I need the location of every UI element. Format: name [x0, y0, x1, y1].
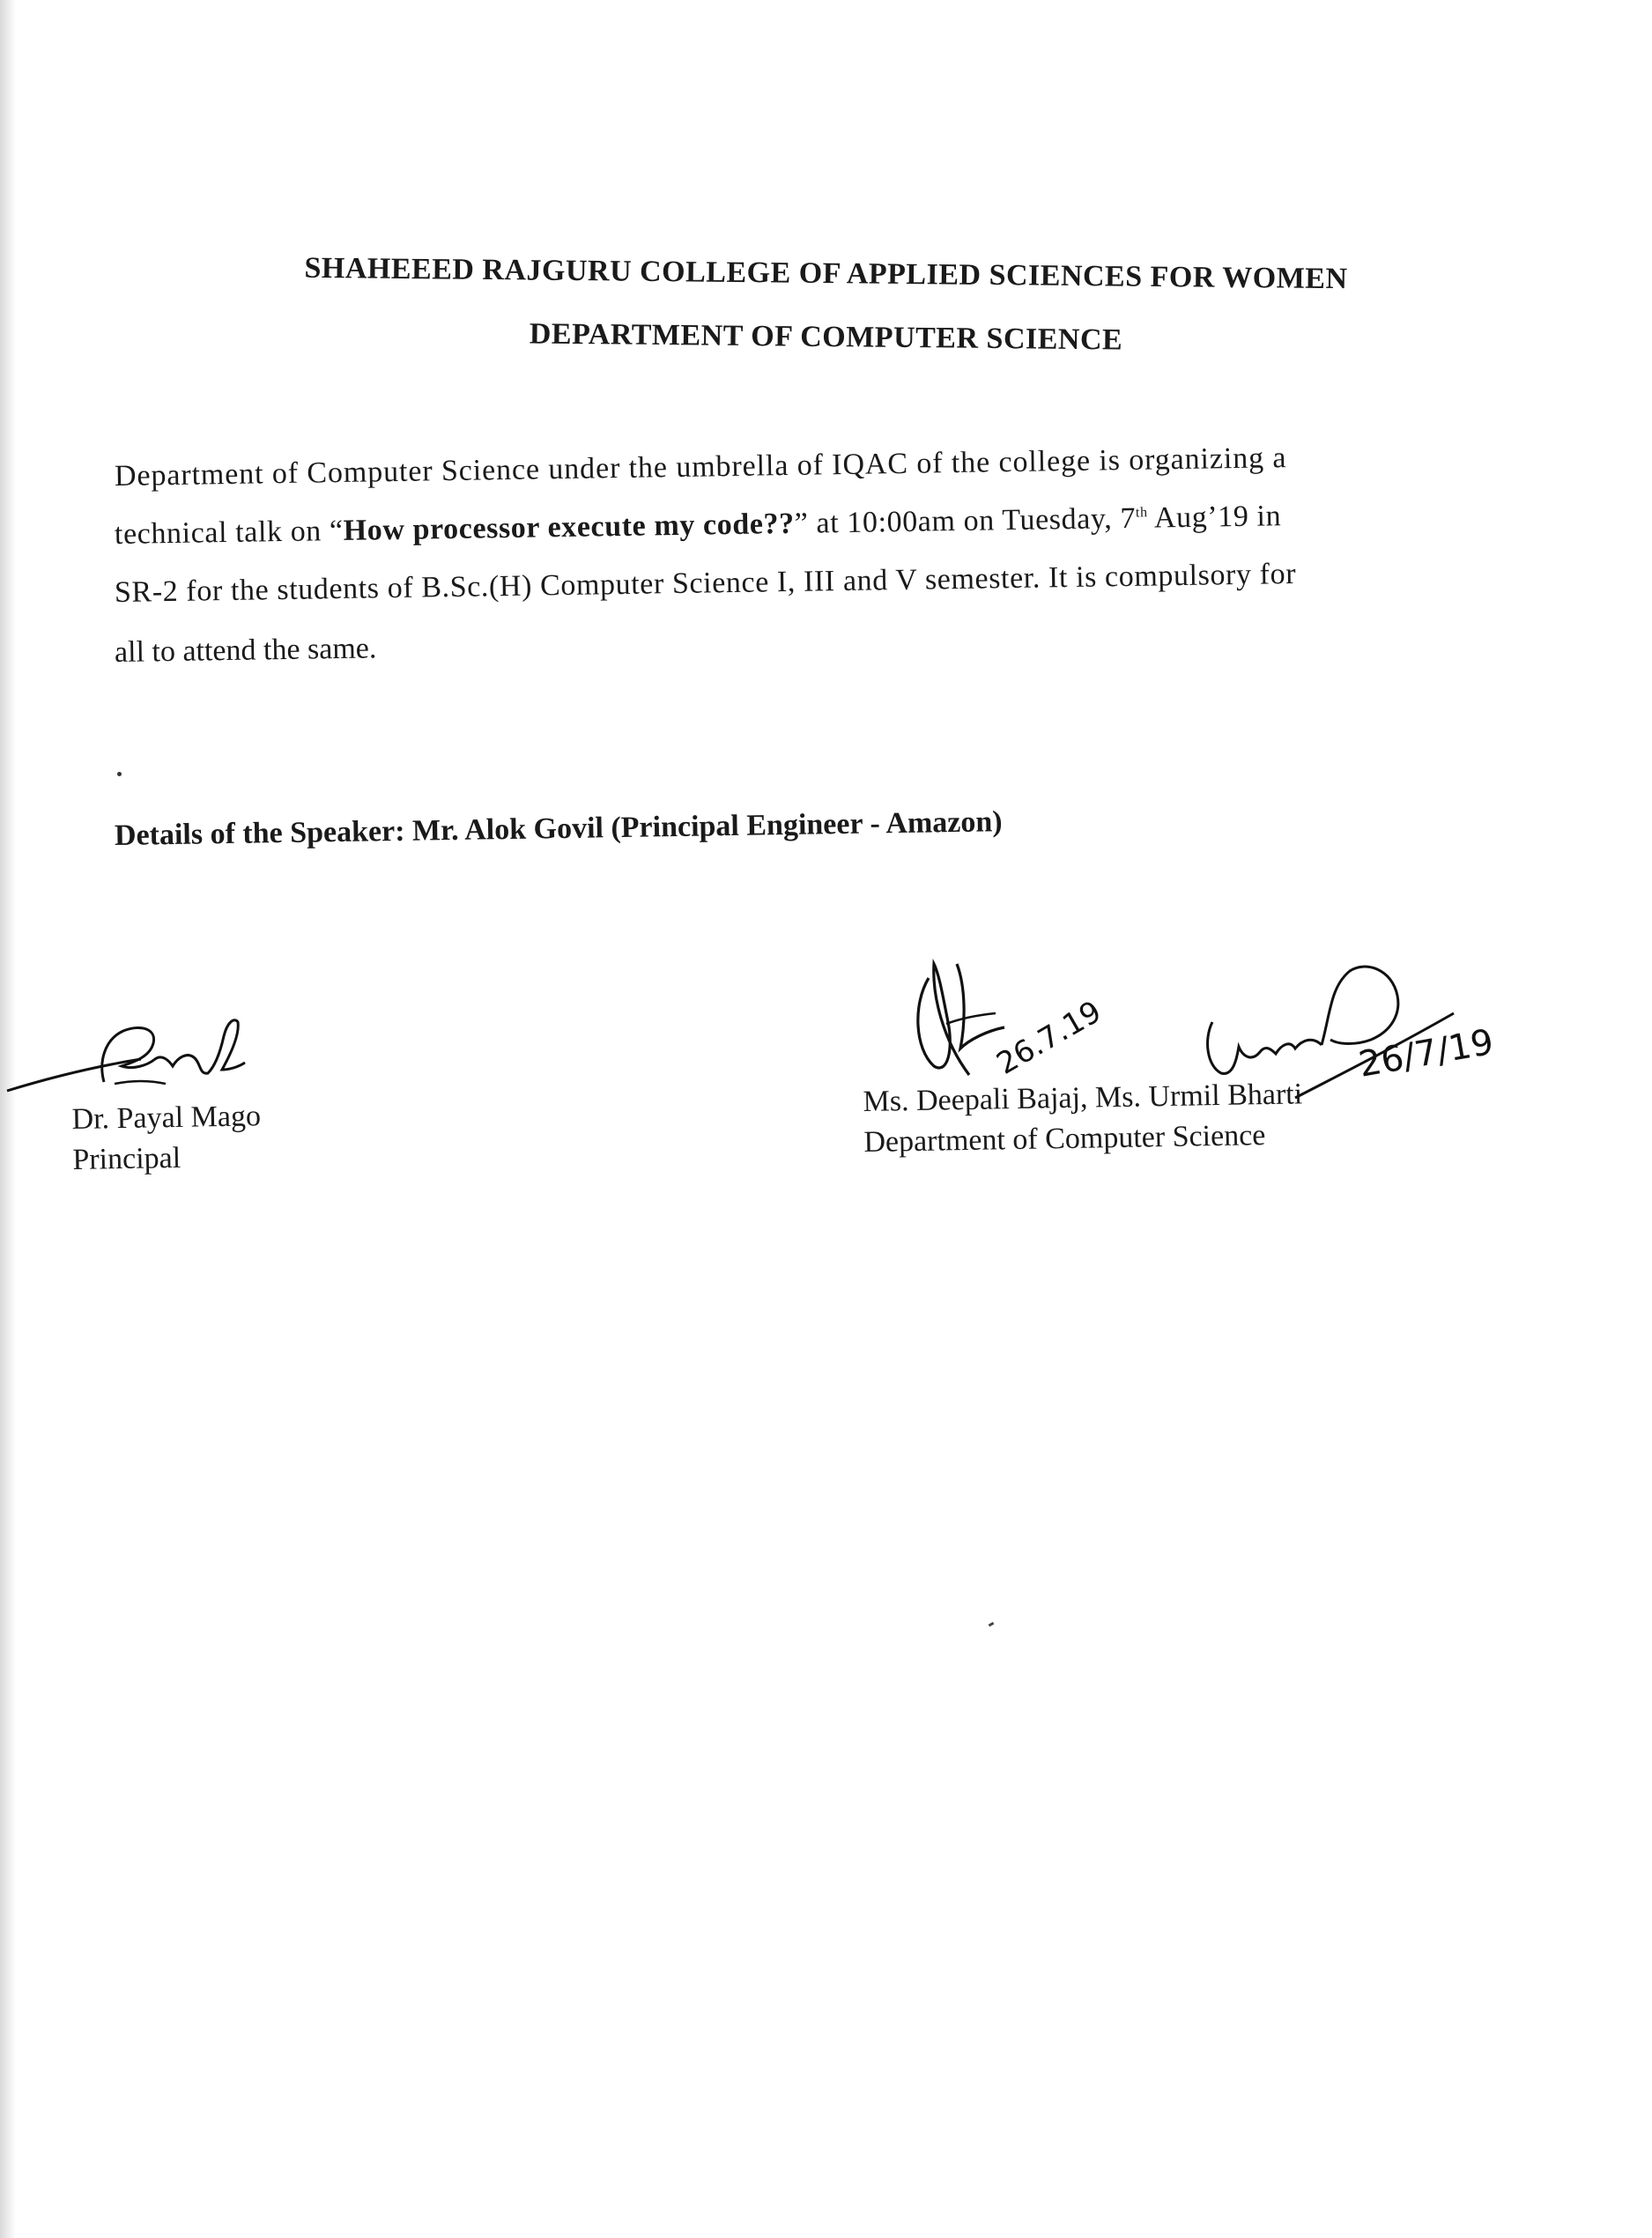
department-heading: DEPARTMENT OF COMPUTER SCIENCE: [529, 317, 1123, 357]
principal-signature-block: [71, 1096, 262, 1181]
handwritten-date-1: 26.7.19: [990, 994, 1108, 1082]
notice-line-2-prefix: technical talk on “: [114, 514, 344, 551]
speaker-details: [115, 805, 1003, 853]
notice-line-3: SR-2 for the students of B.Sc.(H) Computer Science I, III and V semester. It is compulsory for: [114, 557, 1297, 609]
coordinators-department: Department of Computer Science: [863, 1119, 1266, 1159]
speaker-label: Details of the Speaker:: [114, 814, 413, 852]
notice-line-2-suffix-b: Aug’19 in: [1147, 500, 1282, 535]
coordinators-signature-block: [863, 1074, 1303, 1163]
handwritten-date-2: 26/7/19: [1355, 1021, 1497, 1086]
coordinators-names: Ms. Deepali Bajaj, Ms. Urmil Bharti: [863, 1078, 1303, 1119]
coordinator-signature-1: [907, 943, 1189, 1093]
scan-speck: [989, 1622, 995, 1627]
talk-title: How processor execute my code??: [343, 507, 795, 547]
notice-line-2-suffix-a: ” at 10:00am on Tuesday, 7: [794, 501, 1137, 540]
college-name-heading: SHAHEEED RAJGURU COLLEGE OF APPLIED SCIENCES FOR WOMEN: [304, 251, 1348, 296]
notice-line-2: [115, 500, 1282, 552]
notice-line-1: Department of Computer Science under the umbrella of IQAC of the college is organizing a: [114, 441, 1287, 493]
principal-title: Principal: [72, 1141, 181, 1176]
speaker-name: Mr. Alok Govil (Principal Engineer - Amazon): [411, 805, 1003, 848]
stray-dot-mark: [117, 772, 122, 776]
notice-line-4: all to attend the same.: [114, 632, 377, 669]
principal-name: Dr. Payal Mago: [71, 1100, 262, 1137]
principal-signature: [0, 978, 264, 1110]
date-ordinal-suffix: th: [1135, 505, 1148, 521]
